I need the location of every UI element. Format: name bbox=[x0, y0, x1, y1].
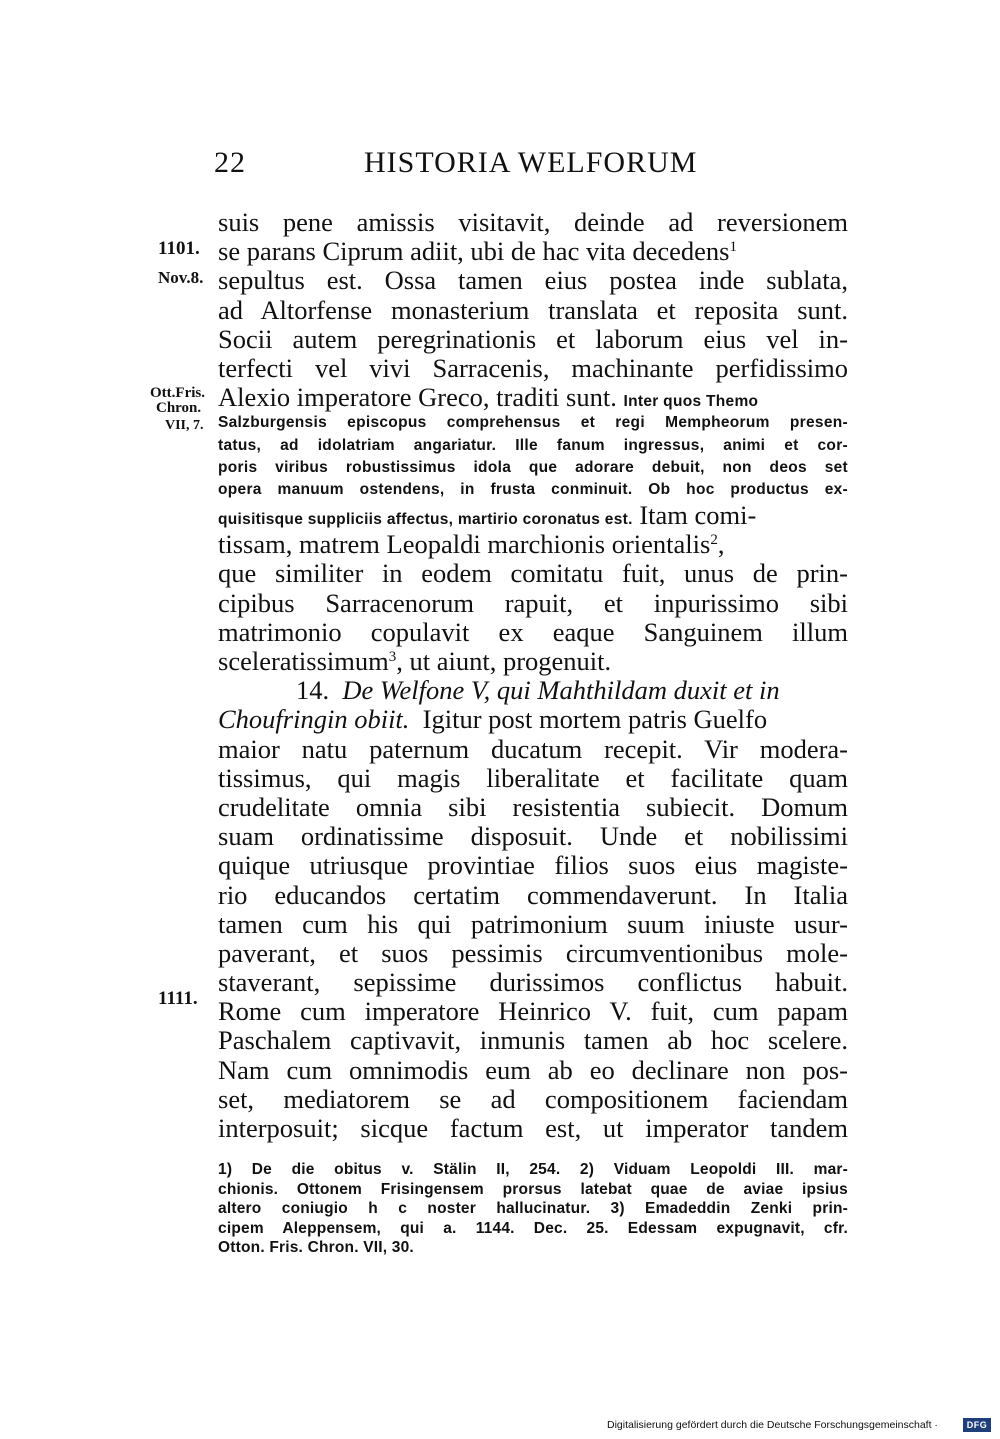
text-line bbox=[218, 647, 848, 676]
margin-note-year-1111: 1111. bbox=[158, 988, 198, 1009]
text-run: Alexio imperatore Greco, traditi sunt. bbox=[218, 382, 617, 413]
text-line: que similiter in eodem comitatu fuit, unus de prin- bbox=[218, 558, 848, 589]
text-line bbox=[218, 530, 848, 559]
margin-note-ref-vii7: VII, 7. bbox=[165, 418, 204, 433]
page-number: 22 bbox=[214, 146, 246, 179]
text-run: tissam, matrem Leopaldi marchionis orientalis bbox=[218, 529, 711, 560]
text-run: Itam comi- bbox=[639, 500, 757, 531]
text-line: suis pene amissis visitavit, deinde ad reversionem bbox=[218, 207, 848, 237]
text-line: Paschalem captivavit, inmunis tamen ab hoc scelere. bbox=[218, 1025, 848, 1056]
text-line: suam ordinatissime disposuit. Unde et nobilissimi bbox=[218, 821, 848, 852]
text-line bbox=[218, 705, 848, 734]
text-run: , ut aiunt, progenuit. bbox=[396, 646, 612, 676]
footnotes bbox=[218, 1160, 848, 1258]
text-line: interposuit; sicque factum est, ut imperator tandem bbox=[218, 1113, 848, 1143]
dfg-logo: DFG bbox=[963, 1418, 991, 1432]
main-text bbox=[218, 208, 848, 1143]
text-line: quique utriusque provintiae filios suos eius magiste- bbox=[218, 850, 848, 881]
footnote-line: altero coniugio h c noster hallucinatur. 3) Emadeddin Zenki prin- bbox=[218, 1200, 848, 1218]
footnote-line: 1) De die obitus v. Stälin II, 254. 2) Viduam Leopoldi III. mar- bbox=[218, 1161, 848, 1178]
text-line: Rome cum imperatore Heinrico V. fuit, cum papam bbox=[218, 996, 848, 1027]
text-line: matrimonio copulavit ex eaque Sanguinem illum bbox=[218, 616, 848, 647]
small-text-line: poris viribus robustissimus idola que adorare debuit, non deos set bbox=[218, 458, 848, 476]
small-text-run: quisitisque suppliciis affectus, martirio coronatus est. bbox=[218, 511, 633, 529]
section-number: 14. bbox=[296, 675, 330, 706]
text-line: Nam cum omnimodis eum ab eo declinare non pos- bbox=[218, 1054, 848, 1085]
text-run: Igitur post mortem patris Guelfo bbox=[422, 704, 768, 735]
digitization-credit: Digitalisierung gefördert durch die Deutsche Forschungsgemeinschaft · bbox=[607, 1419, 938, 1431]
margin-note-ref-chron: Chron. bbox=[156, 400, 202, 416]
text-line: set, mediatorem se ad compositionem faciendam bbox=[218, 1083, 848, 1114]
text-line: paverant, et suos pessimis circumventionibus mole- bbox=[218, 937, 848, 968]
text-line bbox=[218, 237, 848, 266]
section-title-cont: Choufringin obiit. bbox=[218, 704, 410, 735]
text-line: Socii autem peregrinationis et laborum eius vel in- bbox=[218, 323, 848, 354]
text-line: sepultus est. Ossa tamen eius postea inde sublata, bbox=[218, 265, 848, 296]
margin-note-year-1101: 1101. bbox=[158, 238, 200, 259]
small-text-line: tatus, ad idolatriam angariatur. Ille fanum ingressus, animi et cor- bbox=[218, 436, 848, 454]
text-line: cipibus Sarracenorum rapuit, et inpurissimo sibi bbox=[218, 587, 848, 618]
text-run: sceleratissimum bbox=[218, 646, 389, 676]
text-line: tamen cum his qui patrimonium suum iniuste usur- bbox=[218, 908, 848, 939]
text-line: maior natu paternum ducatum recepit. Vir modera- bbox=[218, 733, 848, 764]
section-heading-line bbox=[218, 676, 848, 705]
small-text-line: opera manuum ostendens, in frusta conminuit. Ob hoc productus ex- bbox=[218, 480, 848, 498]
text-run: , bbox=[717, 529, 725, 560]
page-header bbox=[214, 146, 852, 186]
text-line: rio educandos certatim commendaverunt. In Italia bbox=[218, 879, 848, 910]
footnote-line: Otton. Fris. Chron. VII, 30. bbox=[218, 1239, 414, 1257]
margin-note-date-nov8: Nov.8. bbox=[158, 268, 204, 287]
text-line: crudelitate omnia sibi resistentia subiecit. Domum bbox=[218, 791, 848, 822]
text-run: se parans Ciprum adiit, ubi de hac vita decedens bbox=[218, 236, 730, 267]
text-line bbox=[218, 383, 848, 412]
text-line: tissimus, qui magis liberalitate et facilitate quam bbox=[218, 762, 848, 793]
footnote-line: chionis. Ottonem Frisingensem prorsus latebat quae de aviae ipsius bbox=[218, 1180, 848, 1198]
text-line: ad Altorfense monasterium translata et reposita sunt. bbox=[218, 294, 848, 325]
margin-note-ref-ott-fris: Ott.Fris. bbox=[150, 385, 205, 401]
footnote-ref: 2 bbox=[710, 532, 718, 549]
footnote-ref: 3 bbox=[388, 649, 397, 665]
small-text-run: Inter quos Themo bbox=[623, 393, 759, 411]
text-line: terfecti vel vivi Sarracenis, machinante perfidissimo bbox=[218, 352, 848, 383]
footnote-ref: 1 bbox=[729, 239, 737, 256]
section-title: De Welfone V, qui Mahthildam duxit et in bbox=[342, 675, 780, 706]
text-line bbox=[218, 501, 848, 530]
running-title: HISTORIA WELFORUM bbox=[364, 146, 698, 179]
footnote-line: cipem Aleppensem, qui a. 1144. Dec. 25. Edessam expugnavit, cfr. bbox=[218, 1219, 848, 1237]
text-line: staverant, sepissime durissimos conflictus habuit. bbox=[218, 967, 848, 998]
small-text-line: Salzburgensis episcopus comprehensus et regi Mempheorum presen- bbox=[218, 414, 848, 432]
